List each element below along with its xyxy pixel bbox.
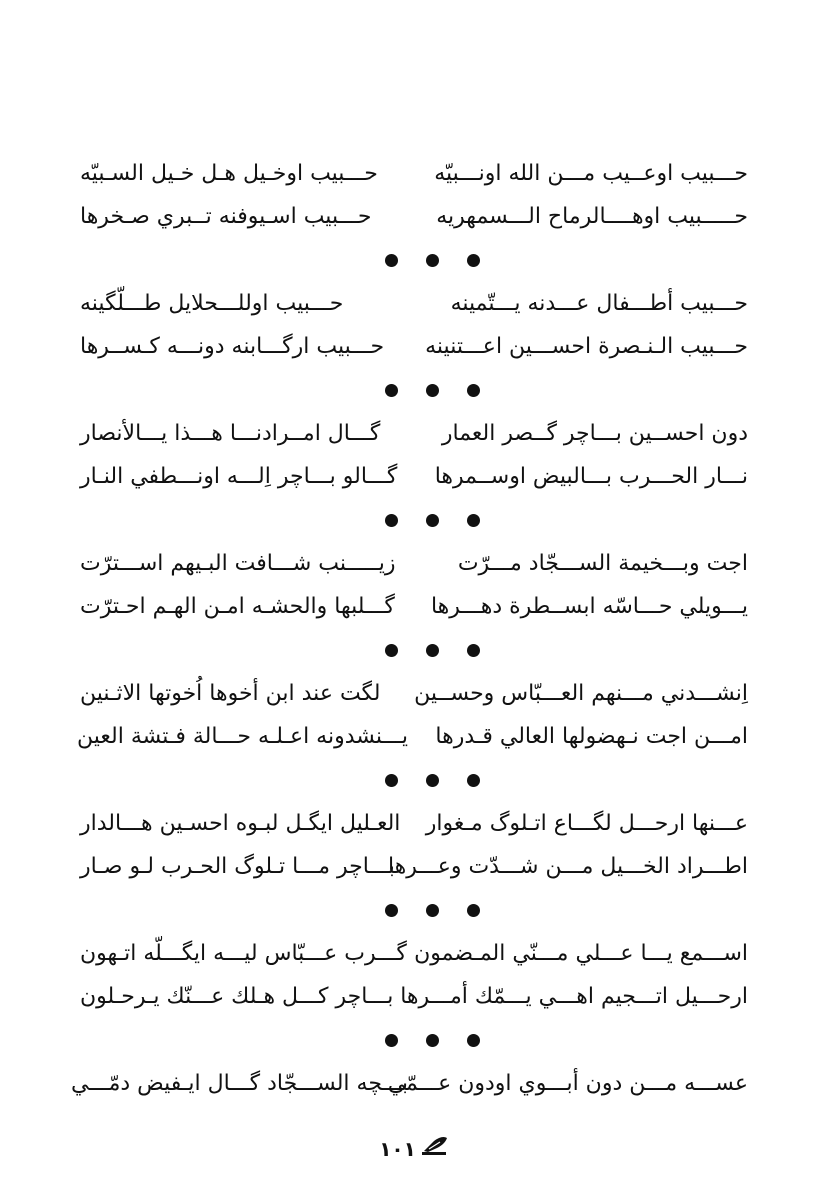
separator-dot <box>426 254 439 267</box>
page-number: ١٠١ <box>379 1137 416 1161</box>
separator-dot <box>426 1034 439 1047</box>
verse-first-hemistich: گـــلبها والحشـه امـن الهـم احـترّت <box>80 594 395 619</box>
verse-second-hemistich: نـــار الحـــرب بـــالبيض اوســمرها <box>434 464 748 489</box>
verse-line <box>70 1062 748 1105</box>
verse-second-hemistich: امـــن اجت نـهضولها العالي قـدرها <box>435 724 748 749</box>
stanza-separator <box>80 628 748 672</box>
verse-second-hemistich: عســـه مـــن دون أبـــوي اودون عـــمّي <box>387 1071 748 1096</box>
verse-line <box>80 845 748 888</box>
verse-line <box>80 975 748 1018</box>
verse-second-hemistich: اطـــراد الخـــيل مـــن شـــدّت وعـــرها <box>387 854 748 879</box>
verse-first-hemistich: لگت عند ابن أخوها اُخوتها الاثـنين <box>80 681 381 706</box>
verse-first-hemistich: گـــال امــرادنـــا هـــذا يـــالأنصار <box>80 421 381 446</box>
separator-dot <box>385 384 398 397</box>
separator-dot <box>467 514 480 527</box>
stanza-separator <box>80 758 748 802</box>
verse-second-hemistich: اســـمع يـــا عـــلي مـــنّي المـضمون <box>414 941 748 966</box>
separator-dot <box>426 384 439 397</box>
separator-dot <box>467 904 480 917</box>
stanza-separator <box>80 888 748 932</box>
stanza-separator <box>80 238 748 282</box>
verse-line <box>77 715 748 758</box>
verse-line <box>80 585 748 628</box>
verse-line <box>80 282 748 325</box>
separator-dot <box>426 904 439 917</box>
separator-dot <box>467 644 480 657</box>
separator-dot <box>385 1034 398 1047</box>
verse-first-hemistich: حـــبيب ارگـــابنه دونـــه كـســرها <box>80 334 385 359</box>
stanza-separator <box>80 498 748 542</box>
verse-second-hemistich: حـــبيب اوعــيب مـــن الله اونـــبيّه <box>434 161 748 186</box>
verse-second-hemistich: يـــويلي حـــاسّه ابســطرة دهـــرها <box>430 594 748 619</box>
separator-dot <box>467 254 480 267</box>
verse-second-hemistich: ارحـــيل اتـــجيم اهـــي يـــمّك أمـــرها <box>400 984 748 1009</box>
verse-second-hemistich: اِنشـــدني مـــنهم العـــبّاس وحســين <box>414 681 748 706</box>
separator-dot <box>385 774 398 787</box>
verse-first-hemistich: بـــاچر كـــل هـلك عـــنّك يـرحـلون <box>80 984 394 1009</box>
verse-line <box>80 152 748 195</box>
separator-dot <box>467 384 480 397</box>
verse-line <box>80 932 748 975</box>
verse-first-hemistich: گـــرب عـــبّاس ليـــه ايگـــلّه اتـهون <box>80 941 407 966</box>
verse-line <box>80 802 748 845</box>
separator-dot <box>426 514 439 527</box>
separator-dot <box>467 774 480 787</box>
verse-first-hemistich: زيـــــنب شـــافت البـيهم اســـترّت <box>80 551 396 576</box>
verse-line <box>80 195 748 238</box>
verse-first-hemistich: بـــاچر مـــا تـلوگ الحـرب لـو صـار <box>80 854 395 879</box>
verse-first-hemistich: گـــالو بـــاچر اِلـــه اونـــطفي النـار <box>80 464 398 489</box>
verse-line <box>80 455 748 498</box>
stanza-separator <box>80 368 748 412</box>
separator-dot <box>426 774 439 787</box>
separator-dot <box>467 1034 480 1047</box>
verse-first-hemistich: حـــبيب اسـيوفنه تــبري صـخرها <box>80 204 372 229</box>
separator-dot <box>385 514 398 527</box>
poem-body <box>70 152 748 1105</box>
stanza-separator <box>80 1018 748 1062</box>
separator-dot <box>385 644 398 657</box>
verse-second-hemistich: اجت وبـــخيمة الســـجّاد مـــرّت <box>457 551 748 576</box>
page-footer <box>0 1136 829 1162</box>
verse-line <box>80 542 748 585</box>
verse-first-hemistich: يـــنشدونه اعـلـه حـــالة فـتشة العين <box>77 724 408 749</box>
separator-dot <box>385 254 398 267</box>
verse-second-hemistich: عـــنها ارحـــل لگـــاع اتـلوگ مـغوار <box>425 811 748 836</box>
verse-first-hemistich: بـــچه الســـجّاد گـــال ايـفيض دمّـــي <box>70 1071 408 1096</box>
verse-line <box>80 412 748 455</box>
verse-first-hemistich: العـليل ايگـل لبـوه احسـين هـــالدار <box>80 811 401 836</box>
verse-second-hemistich: حـــــبيب اوهــــالرماح الـــسمهريه <box>436 204 748 229</box>
separator-dot <box>426 644 439 657</box>
verse-line <box>80 672 748 715</box>
verse-first-hemistich: حـــبيب اوللـــحلايل طـــلّگينه <box>80 291 344 316</box>
verse-second-hemistich: حـــبيب الـنـصرة احســـين اعـــتنينه <box>425 334 748 359</box>
quill-pen-icon <box>420 1136 450 1162</box>
verse-first-hemistich: حـــبيب اوخـيل هـل خـيل السـبيّه <box>80 161 378 186</box>
verse-line <box>80 325 748 368</box>
separator-dot <box>385 904 398 917</box>
verse-second-hemistich: حـــبيب أطـــفال عـــدنه يـــتّمينه <box>450 291 748 316</box>
verse-second-hemistich: دون احســين بـــاچر گــصر العمار <box>441 421 748 446</box>
